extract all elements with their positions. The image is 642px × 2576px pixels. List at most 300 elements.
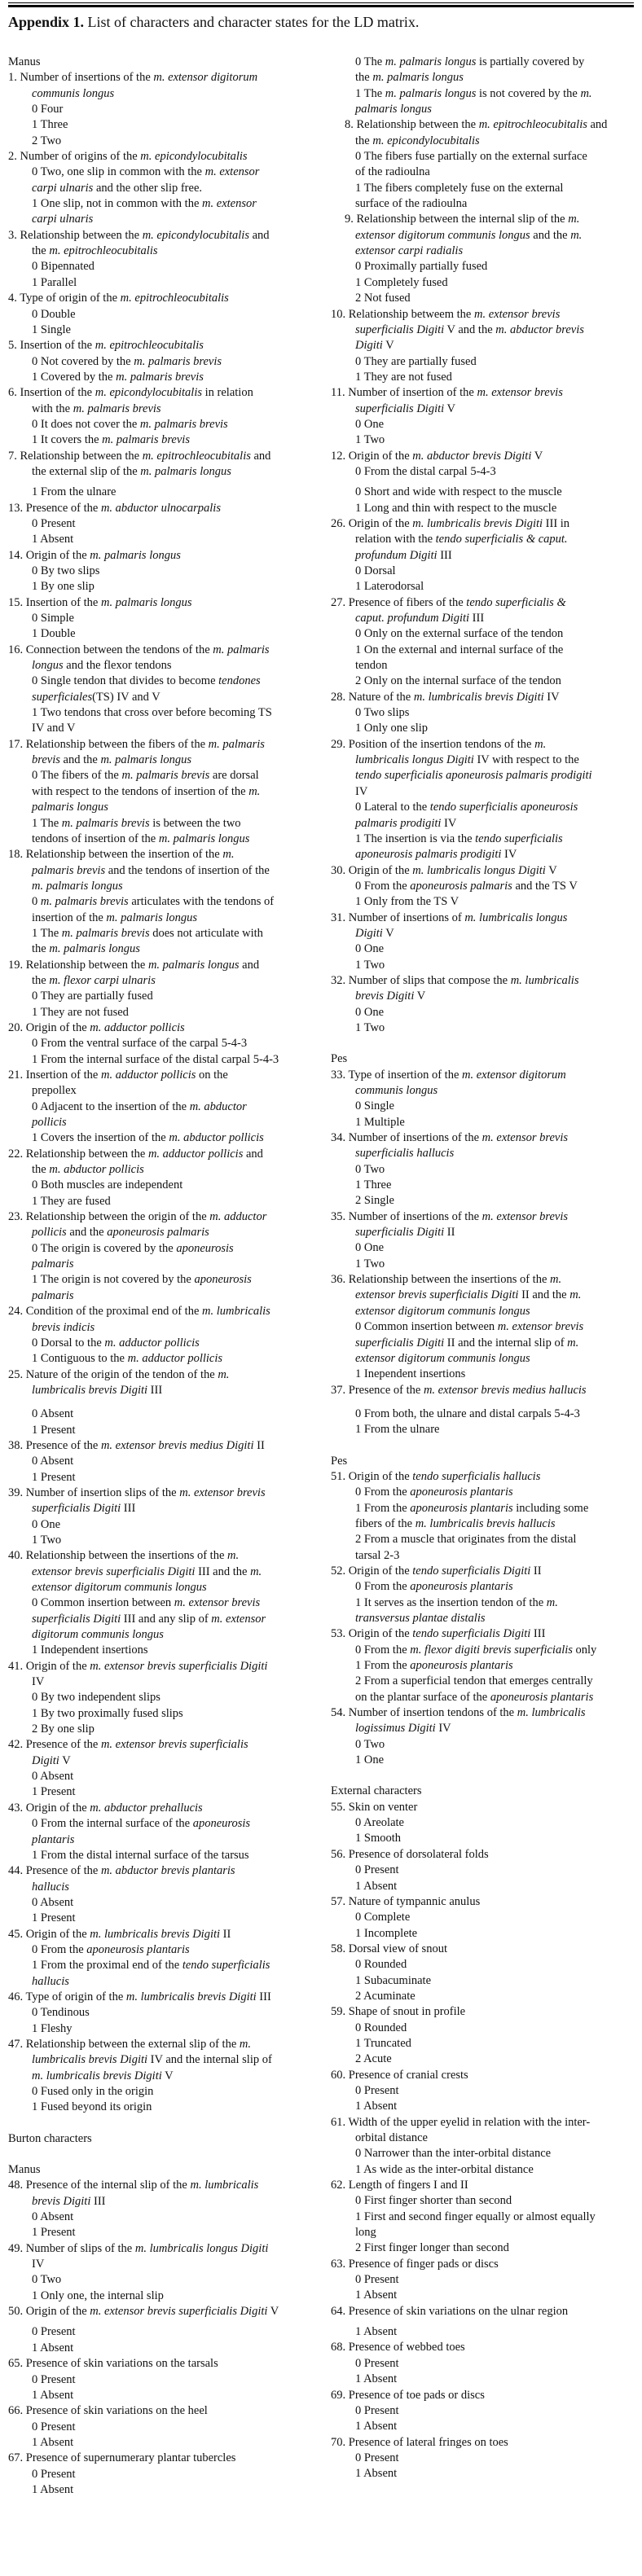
text: V	[444, 402, 455, 415]
character-heading	[0, 338, 319, 353]
character-state-line	[0, 800, 319, 815]
character-state-line	[0, 1942, 319, 1958]
character-state-line	[0, 1099, 319, 1115]
taxon-term: m. lumbricalis brevis Digiti	[412, 516, 543, 530]
text: 0 Complete	[355, 1911, 411, 1924]
text: 1 By two proximally fused slips	[32, 1706, 183, 1720]
character-heading	[320, 2340, 640, 2355]
character-state-line	[320, 432, 640, 448]
text: 36. Relationship between the insertions of the	[331, 1273, 551, 1287]
taxon-term: m.	[567, 1336, 579, 1349]
taxon-term: m. extensor brevis	[482, 1131, 569, 1145]
text: 1 As wide as the inter-orbital distance	[355, 2162, 534, 2176]
text: and the other slip free.	[93, 181, 202, 195]
text: II	[530, 1564, 542, 1578]
taxon-term: lumbricalis longus Digiti	[355, 753, 474, 767]
text: 0 From the ventral surface of the carpal 5-4-3	[32, 1037, 248, 1051]
character-heading	[0, 2178, 319, 2193]
text: tendons of insertion of the	[32, 832, 159, 845]
character-heading	[0, 1737, 319, 1753]
text: 0 Present	[355, 2403, 399, 2417]
text: 0	[32, 895, 41, 909]
text: 10. Relationship betweem the	[331, 307, 474, 321]
text: 2 Acuminate	[355, 1989, 416, 2003]
text: 0 They are partially fused	[32, 990, 153, 1003]
character-heading	[320, 595, 640, 611]
text: 0 From the	[355, 1485, 411, 1499]
character-state-line	[0, 1178, 319, 1193]
text: V	[161, 2069, 174, 2082]
taxon-term: m. lumbricalis longus	[464, 911, 568, 924]
text: 62. Length of fingers I and II	[331, 2179, 468, 2192]
character-state-line	[0, 926, 319, 941]
taxon-term: brevis	[32, 753, 60, 767]
taxon-term: m. palmaris brevis	[139, 417, 228, 431]
taxon-term: m. extensor brevis	[497, 1320, 584, 1334]
taxon-term: m. palmaris longus	[385, 55, 477, 68]
text: III and any slip of	[121, 1612, 212, 1626]
taxon-term: extensor digitorum communis longus	[355, 1304, 530, 1318]
text: 69. Presence of toe pads or discs	[331, 2388, 485, 2402]
taxon-term: m. palmaris brevis	[40, 895, 129, 909]
text: 46. Type of origin of the	[8, 1990, 126, 2003]
text: 1 Absent	[32, 2388, 74, 2402]
character-heading	[320, 1894, 640, 1910]
taxon-term: m.	[248, 784, 261, 798]
text: 0 Absent	[32, 1770, 74, 1784]
taxon-term: m.	[227, 1549, 240, 1563]
text: 1 Fleshy	[32, 2021, 73, 2035]
taxon-term: m. extensor digitorum	[462, 1068, 566, 1082]
text: and the	[66, 1226, 108, 1240]
text: orbital distance	[355, 2131, 428, 2144]
text: 1 Three	[355, 1178, 392, 1192]
text: and the	[59, 753, 101, 767]
text: Burton characters	[8, 2131, 92, 2145]
taxon-term: extensor carpi radialis	[355, 244, 464, 258]
character-state-line	[320, 847, 640, 862]
appendix-label: Appendix 1.	[8, 14, 85, 30]
text: of the radioulna	[355, 165, 430, 179]
character-state-line	[320, 2036, 640, 2052]
character-state-line	[320, 2288, 640, 2303]
text: 0 The origin is covered by the	[32, 1241, 177, 1255]
text: 31. Number of insertions of	[331, 911, 465, 924]
character-state-line	[320, 753, 640, 768]
text: 1 From the internal surface of the distal carpal 5-4-3	[32, 1052, 279, 1066]
text: 1 Absent	[32, 2341, 74, 2354]
text: 1 Multiple	[355, 1115, 405, 1129]
text: 59. Shape of snout in profile	[331, 2005, 466, 2019]
character-state-line	[320, 275, 640, 291]
text: 1 On the external and internal surface of the	[355, 643, 564, 656]
character-heading	[320, 2004, 640, 2020]
taxon-term: m. epicondylocubitalis	[142, 228, 249, 242]
section-label	[0, 55, 319, 70]
text: III	[256, 1990, 271, 2003]
taxon-term: plantaris	[32, 1832, 75, 1846]
text: 0 Present	[32, 2325, 76, 2339]
text: 0 Areolate	[355, 1816, 404, 1830]
taxon-term: extensor digitorum communis longus	[32, 1581, 207, 1594]
text: 48. Presence of the internal slip of the	[8, 2179, 191, 2192]
taxon-term: palmaris	[32, 1257, 74, 1271]
text: 24. Condition of the proximal end of the	[8, 1305, 203, 1319]
text: 1 It covers the	[32, 433, 103, 447]
taxon-term: logissimus Digiti	[355, 1722, 436, 1736]
character-state-line	[320, 705, 640, 721]
text: 2 Single	[355, 1194, 394, 1208]
character-heading	[0, 2451, 319, 2466]
character-state-line	[320, 1957, 640, 1973]
character-heading	[0, 2241, 319, 2257]
text: 35. Number of insertions of the	[331, 1209, 482, 1223]
text: 1 It serves as the insertion tendon of the	[355, 1595, 547, 1609]
text: 1 From the distal internal surface of the tarsus	[32, 1848, 249, 1862]
taxon-term: m. palmaris longus	[106, 911, 198, 924]
text: 1 Present	[32, 2226, 76, 2240]
text: V and the	[444, 323, 496, 336]
character-state-line	[0, 1241, 319, 1257]
taxon-term: m. palmaris brevis	[116, 370, 204, 384]
text: 68. Presence of webbed toes	[331, 2341, 465, 2354]
character-state-line	[320, 86, 640, 102]
character-state-line	[320, 1225, 640, 1240]
text: and the flexor tendons	[63, 659, 172, 673]
character-state-line	[0, 196, 319, 212]
text: 0 Double	[32, 307, 76, 321]
text: Manus	[8, 55, 41, 68]
text: 22. Relationship between the	[8, 1147, 148, 1161]
text: 54. Number of insertion tendons of the	[331, 1706, 517, 1720]
text: 0 Rounded	[355, 1958, 407, 1972]
character-heading	[0, 1068, 319, 1083]
section-label	[0, 2162, 319, 2178]
taxon-term: m. epitrochleocubitalis	[120, 292, 229, 305]
taxon-term: superficialis Digiti	[32, 1502, 121, 1516]
text: 0 Dorsal to the	[32, 1336, 105, 1349]
character-state-line	[0, 2388, 319, 2403]
text: 0 Only on the external surface of the tendon	[355, 627, 564, 641]
character-state-line	[0, 973, 319, 989]
character-state-line	[0, 2372, 319, 2388]
text: 1 They are not fused	[355, 370, 452, 384]
taxon-term: m. lumbricalis	[517, 1706, 586, 1720]
appendix-caption: List of characters and character states for the LD matrix.	[87, 14, 420, 30]
text: 0 Proximally partially fused	[355, 260, 488, 274]
taxon-term: communis longus	[355, 1084, 438, 1097]
text: 0 Present	[355, 2273, 399, 2287]
text: 2 Acute	[355, 2052, 392, 2066]
character-heading	[0, 1438, 319, 1454]
character-state-line	[0, 989, 319, 1004]
text: 0 Two, one slip in common with the	[32, 165, 205, 179]
text: 2 From a muscle that originates from the distal	[355, 1533, 577, 1547]
taxon-term: m. palmaris longus	[90, 548, 181, 562]
character-state-line	[320, 2240, 640, 2256]
text: 33. Type of insertion of the	[331, 1068, 463, 1082]
character-heading	[0, 449, 319, 464]
character-state-line	[320, 1336, 640, 1351]
text: the	[32, 244, 50, 258]
taxon-term: extensor digitorum communis longus	[355, 1351, 530, 1365]
character-state-line	[320, 879, 640, 894]
character-state-line	[320, 1721, 640, 1736]
character-state-line	[0, 1162, 319, 1178]
character-heading	[0, 958, 319, 973]
character-state-line	[320, 2272, 640, 2288]
taxon-term: aponeurosis palmaris prodigiti	[355, 848, 502, 862]
taxon-term: transversus plantae distalis	[355, 1612, 486, 1625]
taxon-term: m.	[570, 228, 583, 242]
character-state-line	[0, 2069, 319, 2084]
character-state-line	[320, 1643, 640, 1658]
text: III	[530, 1627, 546, 1641]
taxon-term: caput. profundum Digiti	[355, 612, 470, 625]
text: 20. Origin of the	[8, 1020, 90, 1034]
character-heading	[320, 1272, 640, 1288]
character-heading	[0, 1485, 319, 1501]
character-state-line	[0, 1974, 319, 1990]
taxon-term: m.	[546, 1595, 558, 1609]
character-heading	[320, 1068, 640, 1083]
text: 66. Presence of skin variations on the heel	[8, 2404, 208, 2418]
taxon-term: m. lumbricalis brevis hallucis	[415, 1516, 556, 1530]
text: 45. Origin of the	[8, 1927, 90, 1941]
character-state-line	[0, 516, 319, 532]
taxon-term: m. abductor brevis	[495, 323, 584, 336]
text: V	[531, 449, 543, 463]
character-state-line	[0, 181, 319, 196]
text: 0 From both, the ulnare and distal carpals 5-4-3	[355, 1406, 580, 1420]
text: 70. Presence of lateral fringes on toes	[331, 2435, 508, 2449]
text: 0 Not covered by the	[32, 354, 134, 368]
taxon-term: m. palmaris longus	[100, 753, 192, 767]
text: 1 The origin is not covered by the	[32, 1273, 195, 1287]
character-state-line	[0, 816, 319, 832]
taxon-term: m. epitrochleocubitalis	[49, 244, 158, 258]
character-state-line	[320, 1005, 640, 1020]
text: 1 From the	[355, 1659, 411, 1673]
text: V	[382, 926, 394, 940]
character-state-line	[320, 464, 640, 480]
taxon-term: palmaris brevis	[32, 863, 106, 877]
character-state-line	[320, 1910, 640, 1925]
text: 63. Presence of finger pads or discs	[331, 2257, 499, 2271]
taxon-term: profundum Digiti	[355, 548, 438, 562]
character-state-line	[0, 464, 319, 480]
text: 0 Common insertion between	[355, 1320, 498, 1334]
character-state-line	[0, 1083, 319, 1099]
taxon-term: m.	[218, 1367, 230, 1381]
text: 1 Two	[32, 1533, 62, 1547]
character-heading	[0, 595, 319, 611]
text: 0 The fibers of the	[32, 769, 122, 783]
character-heading	[320, 1469, 640, 1485]
character-heading	[320, 2068, 640, 2083]
character-state-line	[320, 626, 640, 642]
character-state-line	[320, 1146, 640, 1161]
taxon-term: m. abductor pollicis	[49, 1163, 144, 1177]
text: on the plantar surface of the	[355, 1690, 490, 1704]
character-state-line	[320, 1288, 640, 1303]
taxon-term: m. extensor brevis medius hallucis	[423, 1383, 587, 1397]
character-state-line	[320, 2083, 640, 2099]
text: 1 Covered by the	[32, 370, 117, 384]
text: 1 Absent	[355, 2325, 398, 2339]
character-state-line	[320, 1193, 640, 1209]
text: 0 Present	[32, 2372, 76, 2386]
text: 67. Presence of supernumerary plantar tubercles	[8, 2451, 236, 2465]
text: 44. Presence of the	[8, 1864, 101, 1878]
taxon-term: m. extensor	[202, 197, 257, 211]
taxon-term: carpi ulnaris	[32, 213, 94, 226]
taxon-term: communis longus	[32, 86, 115, 100]
taxon-term: palmaris prodigiti	[355, 816, 442, 830]
character-state-line	[0, 863, 319, 879]
character-state-line	[0, 1288, 319, 1304]
text: 0 Two	[32, 2273, 62, 2287]
text: 0 Absent	[32, 1895, 74, 1909]
character-state-line	[320, 1753, 640, 1768]
taxon-term: m. adductor pollicis	[127, 1352, 223, 1366]
character-state-line	[0, 1052, 319, 1068]
character-heading	[0, 1990, 319, 2005]
character-heading	[0, 385, 319, 401]
character-state-line	[0, 259, 319, 274]
character-state-line	[0, 2324, 319, 2340]
character-state-line	[320, 2021, 640, 2036]
text: Pes	[331, 1454, 348, 1468]
taxon-term: m. palmaris longus	[140, 464, 231, 478]
character-state-line	[320, 1115, 640, 1130]
text: 0 Absent	[32, 1455, 74, 1468]
text: 0 From the internal surface of the	[32, 1817, 193, 1831]
taxon-term: brevis indicis	[32, 1320, 95, 1334]
text: 0 Adjacent to the insertion of the	[32, 1099, 190, 1113]
character-state-line	[0, 2084, 319, 2100]
character-heading	[320, 117, 640, 133]
text: 7. Relationship between the	[8, 449, 143, 463]
text: 1 Covers the insertion of the	[32, 1131, 169, 1145]
text: 1 Present	[32, 1470, 76, 1484]
taxon-term: longus	[32, 659, 64, 673]
taxon-term: m. extensor	[211, 1612, 266, 1626]
character-state-line	[320, 1422, 640, 1437]
taxon-term: m. abductor pollicis	[169, 1131, 264, 1145]
text: 1 From the ulnare	[355, 1423, 440, 1437]
text: 40. Relationship between the insertions of the	[8, 1549, 228, 1563]
character-state-line	[0, 894, 319, 910]
character-heading	[320, 1626, 640, 1642]
character-state-line	[0, 705, 319, 721]
taxon-term: m. lumbricalis brevis Digiti	[90, 1927, 221, 1941]
character-heading	[0, 847, 319, 862]
text: 14. Origin of the	[8, 548, 90, 562]
taxon-term: aponeurosis palmaris	[107, 1226, 209, 1240]
text: 25. Nature of the origin of the tendon of the	[8, 1367, 218, 1381]
character-state-line	[0, 626, 319, 642]
taxon-term: m. lumbricalis brevis Digiti	[413, 690, 544, 704]
taxon-term: m. extensor brevis	[482, 1209, 569, 1223]
text: II and the internal slip of	[444, 1336, 568, 1349]
text: II	[253, 1438, 265, 1452]
text: 1 The	[32, 926, 62, 940]
character-state-line	[320, 1099, 640, 1114]
text: the	[355, 71, 373, 85]
text: 0 Single tendon that divides to become	[32, 674, 219, 688]
character-state-line	[0, 2257, 319, 2272]
taxon-term: tendones	[218, 674, 261, 688]
taxon-term: extensor brevis superficialis Digiti	[355, 1288, 519, 1302]
taxon-term: m. extensor brevis	[473, 307, 561, 321]
character-heading	[320, 863, 640, 879]
taxon-term: aponeurosis palmaris	[410, 879, 512, 893]
character-heading	[0, 737, 319, 753]
taxon-term: extensor digitorum communis longus	[355, 228, 530, 242]
text: is partially covered by	[476, 55, 585, 68]
character-state-line	[0, 832, 319, 847]
character-state-line	[320, 1973, 640, 1989]
character-heading	[320, 737, 640, 753]
character-state-line	[320, 501, 640, 516]
text: 42. Presence of the	[8, 1738, 101, 1752]
text: 26. Origin of the	[331, 516, 413, 530]
character-state-line	[0, 485, 319, 500]
character-heading	[0, 2037, 319, 2052]
taxon-term: hallucis	[32, 1880, 69, 1894]
taxon-term: Digiti	[355, 339, 383, 353]
text: 1 The insertion is via the	[355, 832, 476, 845]
text: fibers of the	[355, 1516, 416, 1530]
taxon-term: tendo superficialis	[182, 1959, 270, 1973]
character-state-line	[320, 579, 640, 595]
taxon-term: tendo superficialis &	[466, 595, 566, 609]
taxon-term: m. epicondylocubitalis	[372, 134, 480, 147]
character-heading	[0, 1548, 319, 1564]
text: 1 Parallel	[32, 275, 77, 289]
taxon-term: m. extensor brevis	[179, 1485, 266, 1499]
character-state-line	[320, 228, 640, 244]
character-state-line	[0, 2210, 319, 2225]
character-state-line	[320, 1532, 640, 1547]
character-state-line	[320, 1178, 640, 1193]
taxon-term: m.	[239, 2037, 251, 2051]
text: IV	[32, 1675, 45, 1689]
character-heading	[0, 1659, 319, 1674]
text: III	[121, 1502, 136, 1516]
character-state-line	[320, 674, 640, 689]
taxon-term: m. adductor pollicis	[100, 1069, 196, 1082]
text: 0 From the	[32, 1942, 87, 1956]
taxon-term: m. epitrochleocubitalis	[95, 339, 204, 353]
taxon-term: m. abductor prehallucis	[90, 1801, 203, 1815]
character-state-line	[320, 244, 640, 259]
taxon-term: m. palmaris longus	[385, 86, 477, 100]
text: 0 It does not cover the	[32, 417, 140, 431]
text: only	[572, 1643, 597, 1657]
character-state-line	[0, 1627, 319, 1643]
character-state-line	[320, 1240, 640, 1256]
text: 0 From the	[355, 1580, 411, 1594]
top-rule-thin	[8, 2, 634, 3]
text: 1 They are not fused	[32, 1005, 129, 1019]
taxon-term: m. palmaris brevis	[61, 816, 150, 830]
text: and	[250, 449, 271, 463]
character-state-line	[320, 102, 640, 117]
character-state-line	[0, 117, 319, 133]
text: 0 Present	[32, 2467, 76, 2481]
